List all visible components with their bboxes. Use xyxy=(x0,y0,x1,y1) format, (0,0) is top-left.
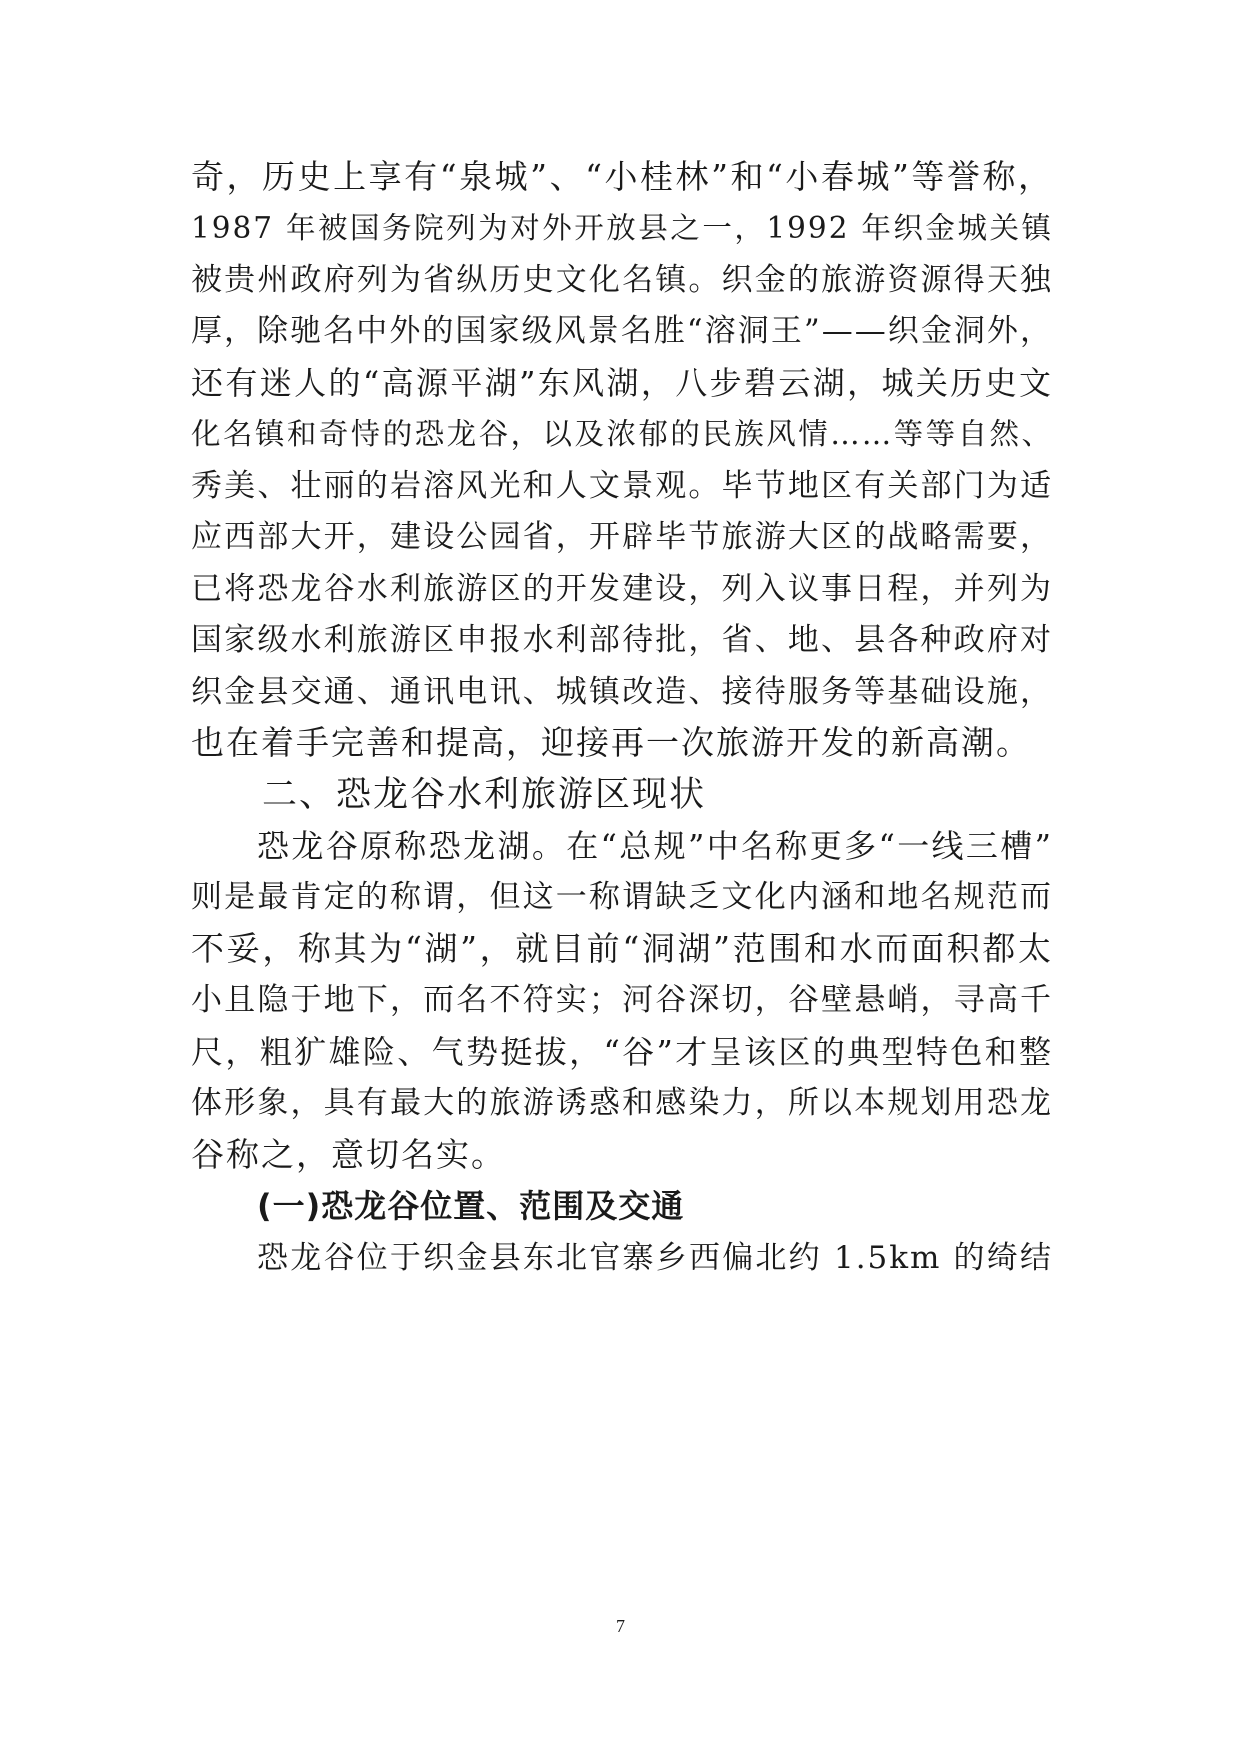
paragraph-line: 已将恐龙谷水利旅游区的开发建设，列入议事日程，并列为 xyxy=(191,571,1053,607)
section-heading: 二、恐龙谷水利旅游区现状 xyxy=(262,775,707,815)
paragraph-line: 还有迷人的“高源平湖”东风湖，八步碧云湖，城关历史文 xyxy=(191,364,1053,402)
paragraph-line: 化名镇和奇恃的恐龙谷，以及浓郁的民族风情……等等自然、 xyxy=(191,417,1053,451)
paragraph-line: 小且隐于地下，而名不符实；河谷深切，谷壁悬峭，寻高千 xyxy=(191,982,1053,1018)
paragraph-line: 奇，历史上享有“泉城”、“小桂林”和“小春城”等誉称， xyxy=(191,157,1053,196)
paragraph-line: 尺，粗犷雄险、气势挺拔，“谷”才呈该区的典型特色和整 xyxy=(191,1033,1053,1071)
paragraph-line: 被贵州政府列为省纵历史文化名镇。织金的旅游资源得天独 xyxy=(191,262,1053,298)
paragraph-line: 体形象，具有最大的旅游诱惑和感染力，所以本规划用恐龙 xyxy=(191,1085,1053,1121)
page-number: 7 xyxy=(616,1616,625,1636)
paragraph-line: 应西部大开，建设公园省，开辟毕节旅游大区的战略需要， xyxy=(191,519,1053,555)
paragraph-line-last: 也在着手完善和提高，迎接再一次旅游开发的新高潮。 xyxy=(191,723,1031,762)
paragraph-line: 秀美、壮丽的岩溶风光和人文景观。毕节地区有关部门为适 xyxy=(191,468,1053,504)
paragraph-line: 则是最肯定的称谓，但这一称谓缺乏文化内涵和地名规范而 xyxy=(191,879,1053,915)
paragraph-line-first: 恐龙谷位于织金县东北官寨乡西偏北约 1.5km 的绮结 xyxy=(257,1240,1053,1276)
subsection-heading: (一)恐龙谷位置、范围及交通 xyxy=(257,1187,685,1225)
paragraph-line-first: 恐龙谷原称恐龙湖。在“总规”中名称更多“一线三槽” xyxy=(257,827,1053,865)
paragraph-line: 厚，除驰名中外的国家级风景名胜“溶洞王”——织金洞外， xyxy=(191,313,1053,349)
paragraph-line: 不妥，称其为“湖”，就目前“洞湖”范围和水而面积都太 xyxy=(191,929,1053,968)
paragraph-line: 国家级水利旅游区申报水利部待批，省、地、县各种政府对 xyxy=(191,622,1053,658)
paragraph-line: 织金县交通、通讯电讯、城镇改造、接待服务等基础设施， xyxy=(191,674,1053,710)
paragraph-line: 1987 年被国务院列为对外开放县之一，1992 年织金城关镇 xyxy=(191,211,1053,245)
paragraph-line-last: 谷称之，意切名实。 xyxy=(191,1135,506,1174)
